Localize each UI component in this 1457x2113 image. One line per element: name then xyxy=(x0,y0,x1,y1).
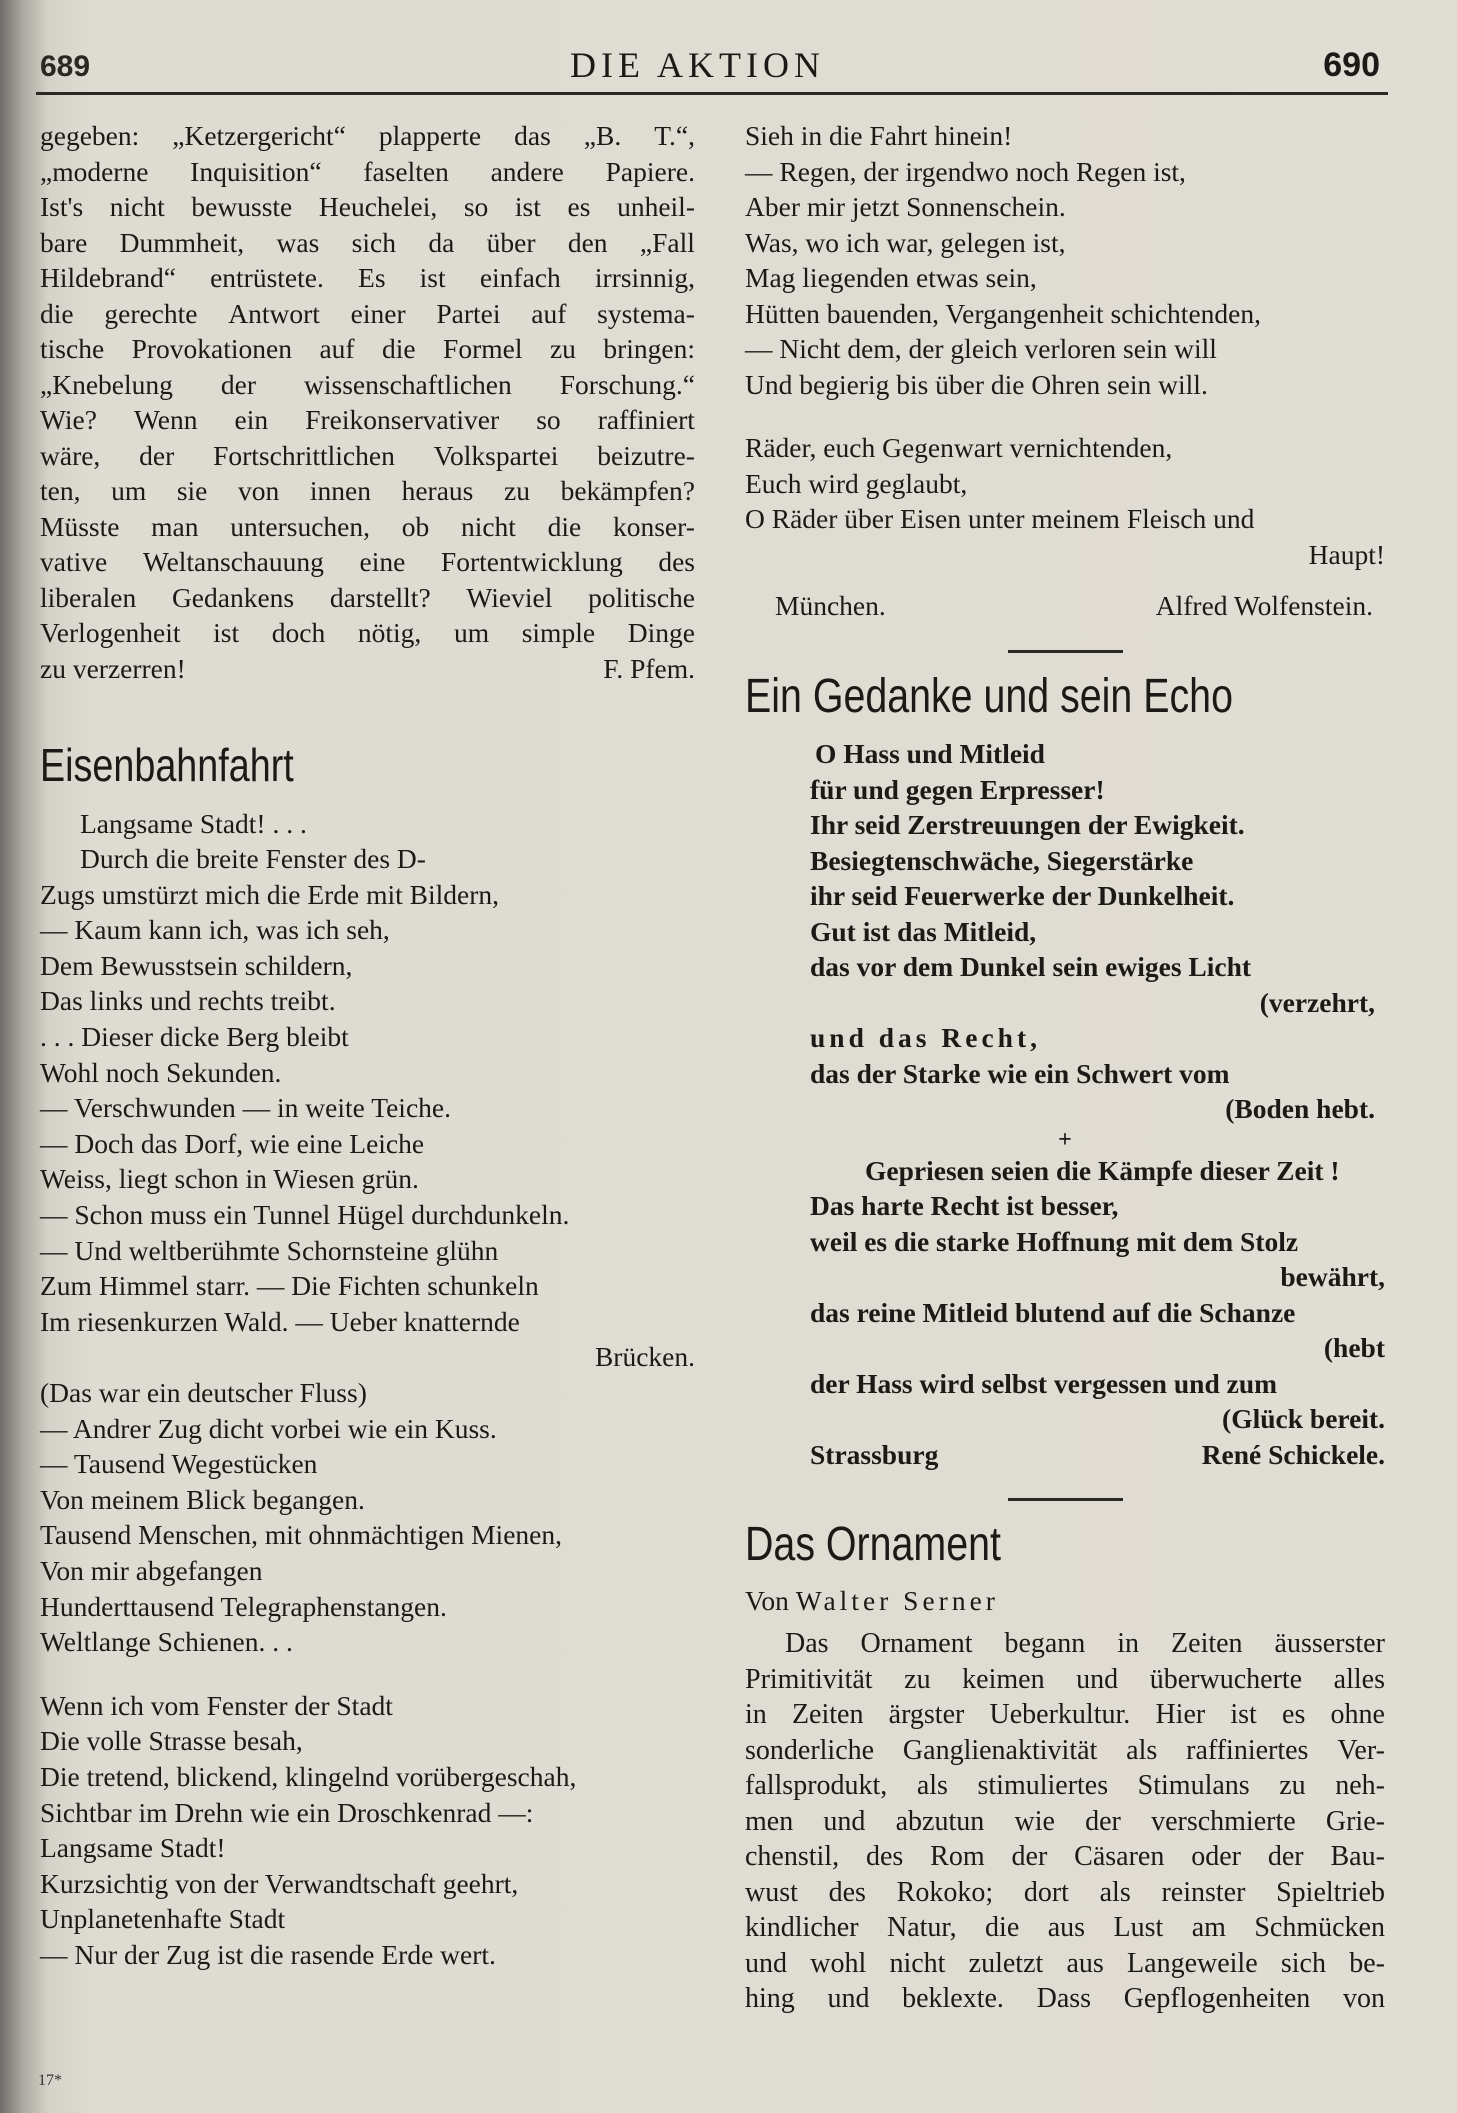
poem-line: Von meinem Blick begangen. xyxy=(40,1483,365,1515)
poem-line: Tausend Menschen, mit ohnmächtigen Mienen, xyxy=(40,1519,562,1551)
poem-line: Brücken. xyxy=(594,1341,695,1373)
poem-line: Im riesenkurzen Wald. — Ueber knatternde xyxy=(40,1305,520,1337)
poem-line: Aber mir jetzt Sonnenschein. xyxy=(745,191,1066,222)
poem-line: O Hass und Mitleid xyxy=(815,738,1045,769)
prose-line: kindlicher Natur, die aus Lust am Schmücken xyxy=(745,1912,1385,1943)
prose-line: chenstil, des Rom der Cäsaren oder der Bau- xyxy=(745,1841,1385,1872)
header-rule xyxy=(36,92,1388,95)
prose-last-line xyxy=(40,651,695,687)
poem-line: Hütten bauenden, Vergangenheit schichtenden, xyxy=(745,297,1261,329)
poem-line: Mag liegenden etwas sein, xyxy=(745,262,1037,293)
poem-line: (Glück bereit. xyxy=(1222,1403,1385,1434)
poem-gedanke xyxy=(745,736,1385,1472)
byline xyxy=(745,1583,1385,1619)
poem-line: . . . Dieser dicke Berg bleibt xyxy=(40,1021,349,1053)
poem-line: — Nicht dem, der gleich verloren sein will xyxy=(745,333,1217,364)
poem-author: René Schickele. xyxy=(1201,1438,1385,1470)
poem-signature xyxy=(810,1437,1385,1473)
poem-place: München. xyxy=(775,590,886,621)
poem-line: Und begierig bis über die Ohren sein will. xyxy=(745,368,1208,400)
poem-line: Wenn ich vom Fenster der Stadt xyxy=(40,1689,393,1721)
poem-line: Zugs umstürzt mich die Erde mit Bildern, xyxy=(40,878,500,910)
poem-author: Alfred Wolfenstein. xyxy=(1155,590,1373,621)
prose-line: Müsste man untersuchen, ob nicht die konser- xyxy=(40,510,695,542)
section-title-ornament: Das Ornament xyxy=(745,1518,1001,1571)
poem-line: und das Recht, xyxy=(810,1022,1041,1053)
poem-line: das der Starke wie ein Schwert vom xyxy=(810,1057,1230,1089)
poem-line: O Räder über Eisen unter meinem Fleisch und xyxy=(745,503,1255,534)
poem-line: weil es die starke Hoffnung mit dem Stolz xyxy=(810,1225,1299,1257)
prose-line: Primitivität zu keimen und überwucherte alles xyxy=(745,1663,1385,1695)
poem-line: ihr seid Feuerwerke der Dunkelheit. xyxy=(810,880,1235,911)
cross-mark: + xyxy=(1058,1126,1072,1153)
poem-line: — Doch das Dorf, wie eine Leiche xyxy=(40,1127,425,1159)
poem-line: Langsame Stadt! . . . xyxy=(80,807,307,839)
poem-line: Sieh in die Fahrt hinein! xyxy=(745,120,1013,151)
poem-line: — Schon muss ein Tunnel Hügel durchdunkeln. xyxy=(40,1199,570,1231)
poem-line: — Tausend Wegestücken xyxy=(40,1448,318,1480)
poem-line: Das harte Recht ist besser, xyxy=(810,1190,1119,1221)
prose-line: Ist's nicht bewusste Heuchelei, so ist es unheil- xyxy=(40,191,695,222)
prose-line: und wohl nicht zuletzt aus Langeweile sich be- xyxy=(745,1947,1385,1979)
left-page-number: 689 xyxy=(40,50,91,83)
ornament-prose xyxy=(745,1626,1385,2017)
prose-line: die gerechte Antwort einer Partei auf systema- xyxy=(40,297,695,329)
prose-signature: F. Pfem. xyxy=(603,652,695,684)
poem-line: bewährt, xyxy=(1280,1261,1385,1292)
poem-line: — Kaum kann ich, was ich seh, xyxy=(40,914,390,946)
right-column xyxy=(745,118,1385,2017)
poem-line: Von mir abgefangen xyxy=(40,1554,263,1586)
prose-line: fallsprodukt, als stimuliertes Stimulans zu neh- xyxy=(745,1770,1385,1801)
poem-line: Euch wird geglaubt, xyxy=(745,467,968,499)
poem-line: Hunderttausend Telegraphenstangen. xyxy=(40,1590,447,1622)
prose-line: zu verzerren! xyxy=(40,652,186,684)
poem-line: Die volle Strasse besah, xyxy=(40,1725,303,1757)
prose-line: wust des Rokoko; dort als reinster Spieltrieb xyxy=(745,1876,1385,1908)
section-divider xyxy=(1008,1498,1123,1501)
poem-line: Besiegtenschwäche, Siegerstärke xyxy=(810,844,1194,876)
prose-line: vative Weltanschauung eine Fortentwicklung des xyxy=(40,546,695,577)
poem-line: Weiss, liegt schon in Wiesen grün. xyxy=(40,1163,419,1195)
poem-line: Durch die breite Fenster des D- xyxy=(80,843,426,875)
poem-line: — Und weltberühmte Schornsteine glühn xyxy=(40,1234,499,1266)
prose-line: Das Ornament begann in Zeiten äusserster xyxy=(785,1628,1385,1659)
poem-line: (Boden hebt. xyxy=(1225,1093,1375,1124)
prose-line: tische Provokationen auf die Formel zu bringen: xyxy=(40,333,695,364)
poem-line: Wohl noch Sekunden. xyxy=(40,1056,282,1088)
stanza-gap xyxy=(745,402,1385,430)
poem-line: Das links und rechts treibt. xyxy=(40,985,336,1017)
prose-line: ten, um sie von innen heraus zu bekämpfen? xyxy=(40,475,695,506)
poem-line: das reine Mitleid blutend auf die Schanze xyxy=(810,1296,1296,1328)
poem-place: Strassburg xyxy=(810,1438,939,1470)
prose-line: sonderliche Ganglienaktivität als raffiniertes Ver- xyxy=(745,1734,1385,1766)
prose-line: hing und beklexte. Dass Gepflogenheiten von xyxy=(745,1983,1385,2014)
poem-eisenbahnfahrt xyxy=(40,806,695,1973)
poem-line: — Andrer Zug dicht vorbei wie ein Kuss. xyxy=(40,1412,497,1444)
poem-line: Sichtbar im Drehn wie ein Droschkenrad —: xyxy=(40,1796,534,1828)
prose-block xyxy=(40,118,695,686)
poem-line: Die tretend, blickend, klingelnd vorübergeschah, xyxy=(40,1760,577,1792)
prose-line: in Zeiten ärgster Ueberkultur. Hier ist es ohne xyxy=(745,1699,1385,1730)
poem-line: Unplanetenhafte Stadt xyxy=(40,1903,286,1935)
signature-mark: 17* xyxy=(38,2072,62,2089)
poem-line: (verzehrt, xyxy=(1259,986,1375,1018)
stanza-gap xyxy=(40,1660,695,1688)
journal-title: DIE AKTION xyxy=(570,45,825,85)
poem-line: Ihr seid Zerstreuungen der Ewigkeit. xyxy=(810,809,1245,840)
poem-line: Kurzsichtig von der Verwandtschaft geehrt, xyxy=(40,1867,519,1899)
byline-author: Walter Serner xyxy=(795,1584,999,1616)
poem-line: Räder, euch Gegenwart vernichtenden, xyxy=(745,432,1173,463)
poem-signature xyxy=(745,588,1385,624)
page-header xyxy=(30,40,1390,90)
prose-line: „Knebelung der wissenschaftlichen Forschung.“ xyxy=(40,368,695,400)
section-divider xyxy=(1008,650,1123,653)
poem-line: Haupt! xyxy=(1308,538,1385,570)
prose-line: „moderne Inquisition“ faselten andere Papiere. xyxy=(40,155,695,187)
prose-line: liberalen Gedankens darstellt? Wieviel politische xyxy=(40,581,695,613)
right-page-number: 690 xyxy=(1323,46,1380,84)
left-column xyxy=(40,118,695,1973)
prose-line: wäre, der Fortschrittlichen Volkspartei beizutre- xyxy=(40,439,695,471)
poem-line: — Nur der Zug ist die rasende Erde wert. xyxy=(40,1938,496,1970)
prose-line: Hildebrand“ entrüstete. Es ist einfach irrsinnig, xyxy=(40,262,695,293)
poem-line: das vor dem Dunkel sein ewiges Licht xyxy=(810,951,1252,982)
poem-line: (Das war ein deutscher Fluss) xyxy=(40,1377,367,1408)
poem-line: Was, wo ich war, gelegen ist, xyxy=(745,226,1066,258)
prose-line: men und abzutun wie der verschmierte Grie- xyxy=(745,1805,1385,1837)
poem-line: Weltlange Schienen. . . xyxy=(40,1626,293,1658)
prose-line: Wie? Wenn ein Freikonservativer so raffiniert xyxy=(40,404,695,435)
poem-continuation xyxy=(745,118,1385,624)
poem-title: Eisenbahnfahrt xyxy=(40,739,294,791)
poem-line: — Regen, der irgendwo noch Regen ist, xyxy=(745,155,1186,187)
poem-line: Gut ist das Mitleid, xyxy=(810,915,1037,947)
poem-line: — Verschwunden — in weite Teiche. xyxy=(40,1092,451,1124)
poem-line: der Hass wird selbst vergessen und zum xyxy=(810,1367,1278,1399)
prose-line: bare Dummheit, was sich da über den „Fall xyxy=(40,226,695,258)
poem-line: Langsame Stadt! xyxy=(40,1832,226,1864)
poem-line: Dem Bewusstsein schildern, xyxy=(40,949,353,981)
poem-line: Gepriesen seien die Kämpfe dieser Zeit ! xyxy=(865,1154,1340,1186)
prose-line: Verlogenheit ist doch nötig, um simple Dinge xyxy=(40,617,695,648)
poem-line: Zum Himmel starr. — Die Fichten schunkeln xyxy=(40,1270,539,1302)
byline-prefix: Von xyxy=(745,1584,789,1616)
prose-line: gegeben: „Ketzergericht“ plapperte das „B. T.“, xyxy=(40,120,695,151)
section-title-gedanke: Ein Gedanke und sein Echo xyxy=(745,669,1233,723)
poem-line: (hebt xyxy=(1323,1332,1385,1363)
poem-line: für und gegen Erpresser! xyxy=(810,773,1105,805)
